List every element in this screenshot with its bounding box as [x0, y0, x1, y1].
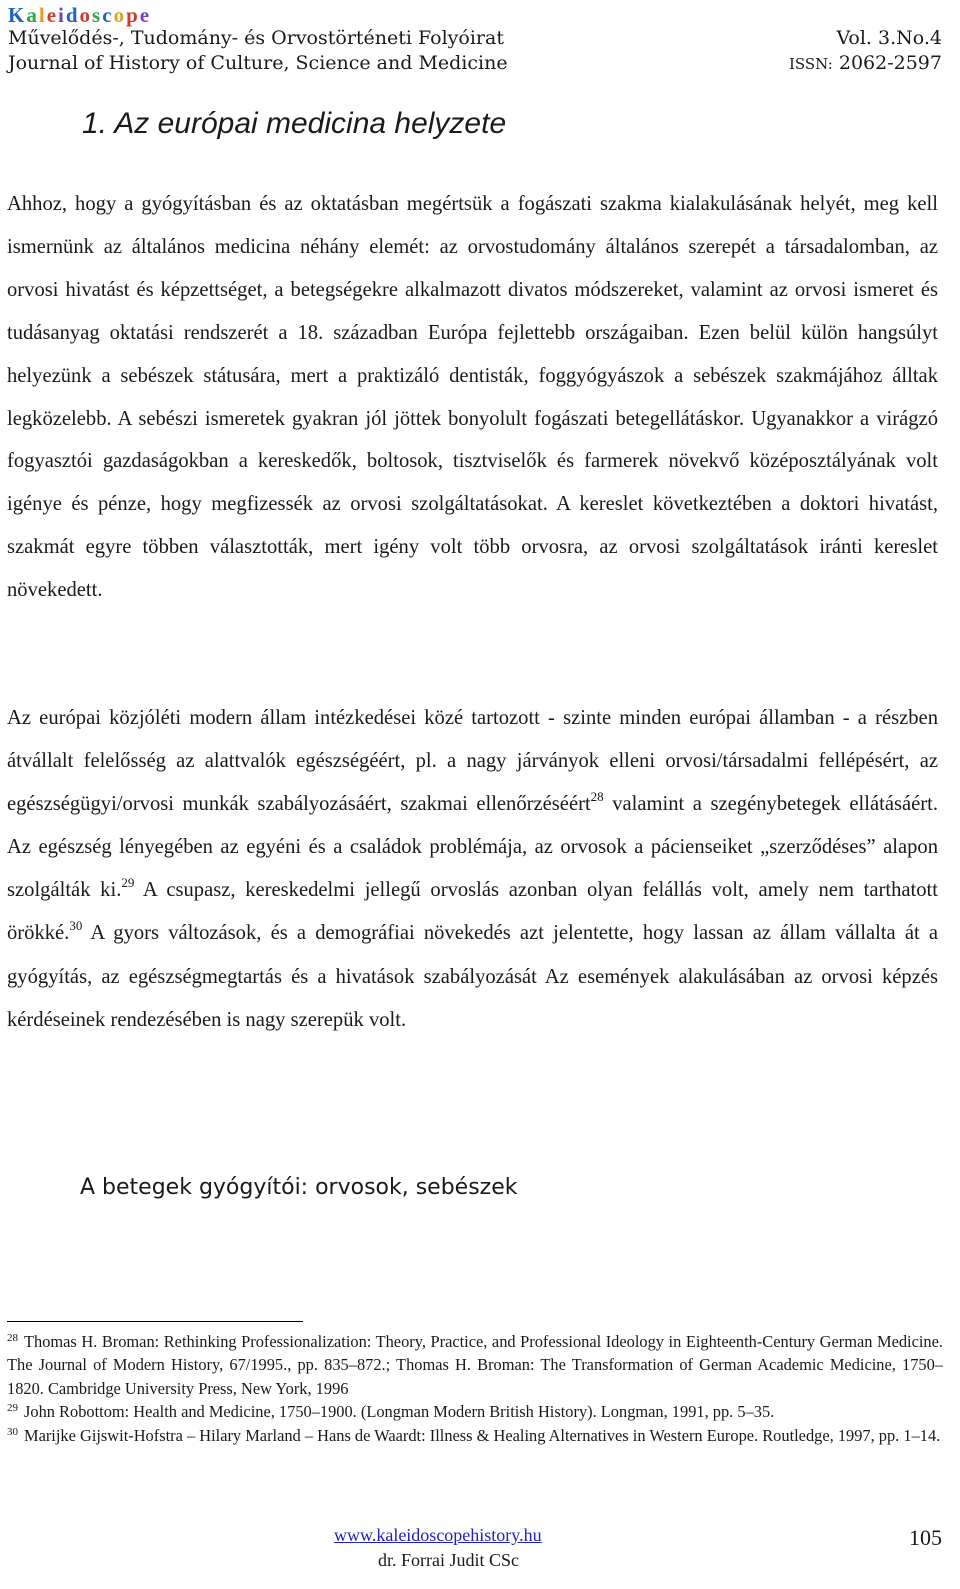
logo-letter: i — [58, 3, 66, 27]
header-row-2 — [8, 51, 942, 76]
footnote — [7, 1400, 943, 1423]
footnote-ref-29[interactable]: 29 — [121, 875, 135, 891]
logo-letter: e — [139, 3, 152, 27]
paragraph-2-part-1: Az európai közjóléti modern állam intézkedései közé tartozott - szinte minden európai államban - a részben átvállalt felelősség az alattvalók egészségéért, pl. a nagy járványok elleni orvosi/társadalmi fellépésért, az egészségügyi/orvosi munkák szabályozásáért, szakmai ellenőrzéséért — [7, 707, 938, 816]
issn-value: 2062-2597 — [838, 52, 942, 74]
footnote-number: 30 — [7, 1425, 18, 1438]
journal-header — [8, 4, 942, 76]
footnote — [7, 1330, 943, 1400]
volume-number: Vol. 3.No.4 — [836, 27, 942, 49]
logo-letter: e — [46, 3, 59, 27]
footnote-text: John Robottom: Health and Medicine, 1750–1900. (Longman Modern British History). Longman, 1991, pp. 5–35. — [24, 1402, 775, 1422]
journal-title-hu: Művelődés-, Tudomány- és Orvostörténeti Folyóirat — [8, 27, 504, 49]
section-title: 1. Az európai medicina helyzete — [82, 107, 507, 140]
footnote-divider — [7, 1321, 303, 1322]
paragraph-2-part-3: A csupasz, kereskedelmi jellegű orvoslás azonban olyan felállás volt, amely nem tarthatott örökké. — [7, 879, 938, 945]
subsection-title: A betegek gyógyítói: orvosok, sebészek — [80, 1175, 518, 1200]
paragraph-2-part-2: valamint a szegénybetegek ellátásáért. Az egészség lényegében az egyéni és a családok problémája, az orvosok a pácienseiket „szerződéses” alapon szolgálták ki. — [7, 793, 938, 902]
logo-letter: d — [65, 3, 80, 27]
paragraph-1: Ahhoz, hogy a gyógyításban és az oktatásban megértsük a fogászati szakma kialakulásának helyét, meg kell ismernünk az általános medicina néhány elemét: az orvostudomány általános szerepét a társadalomban, az orvosi hivatást és képzettséget, a betegségekre alkalmazott divatos módszereket, valamint az orvosi ismeret és tudásanyag oktatási rendszerét a 18. században Európa fejlettebb országaiban. Ezen belül külön hangsúlyt helyezünk a sebészek státusára, mert a praktizáló dentisták, foggyógyászok a sebészek szakmájához álltak legközelebb. A sebészi ismeretek gyakran jól jöttek bonyolult fogászati betegellátáskor. Ugyanakkor a virágzó fogyasztói gazdaságokban a kereskedők, boltosok, tisztviselők és farmerek növekvő középosztályának volt igénye és pénze, hogy megfizessék az orvosi szolgáltatásokat. A kereslet következtében a doktori hivatást, szakmát egyre többen választották, mert igény volt több orvosra, az orvosi szolgáltatások iránti kereslet növekedett. — [7, 193, 938, 602]
website-link[interactable]: www.kaleidoscopehistory.hu — [334, 1525, 542, 1545]
logo-letter: c — [102, 3, 114, 27]
footnote-number: 29 — [7, 1402, 18, 1415]
kaleidoscope-logo — [8, 4, 942, 26]
footnote — [7, 1424, 943, 1447]
paragraph-2-part-4: A gyors változások, és a demográfiai növekedés azt jelentette, hogy lassan az állam vállalta át a gyógyítás, az egészségmegtartás és a hivatások szabályozását Az események alakulásában az orvosi képzés kérdéseinek rendezésében is nagy szerepük volt. — [7, 922, 938, 1031]
page-number: 105 — [909, 1525, 942, 1550]
footnote-text: Marijke Gijswit-Hofstra – Hilary Marland – Hans de Waardt: Illness & Healing Alternatives in Western Europe. Routledge, 1997, pp. 1–14. — [24, 1425, 941, 1445]
logo-letter: o — [113, 3, 127, 27]
logo-letter: p — [126, 3, 140, 27]
footnote-ref-30[interactable]: 30 — [69, 918, 83, 934]
paragraph-2 — [7, 697, 938, 1042]
logo-letter: K — [8, 3, 27, 27]
footnotes — [7, 1330, 943, 1447]
header-row-1 — [8, 26, 942, 51]
footnote-number: 28 — [7, 1332, 18, 1344]
logo-letter: l — [38, 3, 47, 27]
issn-label: ISSN: — [788, 55, 833, 73]
issn — [789, 51, 942, 76]
footnote-ref-28[interactable]: 28 — [590, 789, 604, 805]
logo-letter: o — [79, 3, 93, 27]
logo-letter: s — [92, 3, 103, 27]
footer-author: dr. Forrai Judit CSc — [378, 1550, 520, 1570]
footnote-text: Thomas H. Broman: Rethinking Professionalization: Theory, Practice, and Professional Ideology in Eighteenth-Century German Medicine. The Journal of Modern History, 67/1995., pp. 835–872.; Thomas H. Broman: The Transformation of German Academic Medicine, 1750–1820. Cambridge University Press, New York, 1996 — [7, 1332, 943, 1398]
journal-title-en: Journal of History of Culture, Science and Medicine — [8, 52, 508, 74]
logo-letter: a — [26, 3, 39, 27]
